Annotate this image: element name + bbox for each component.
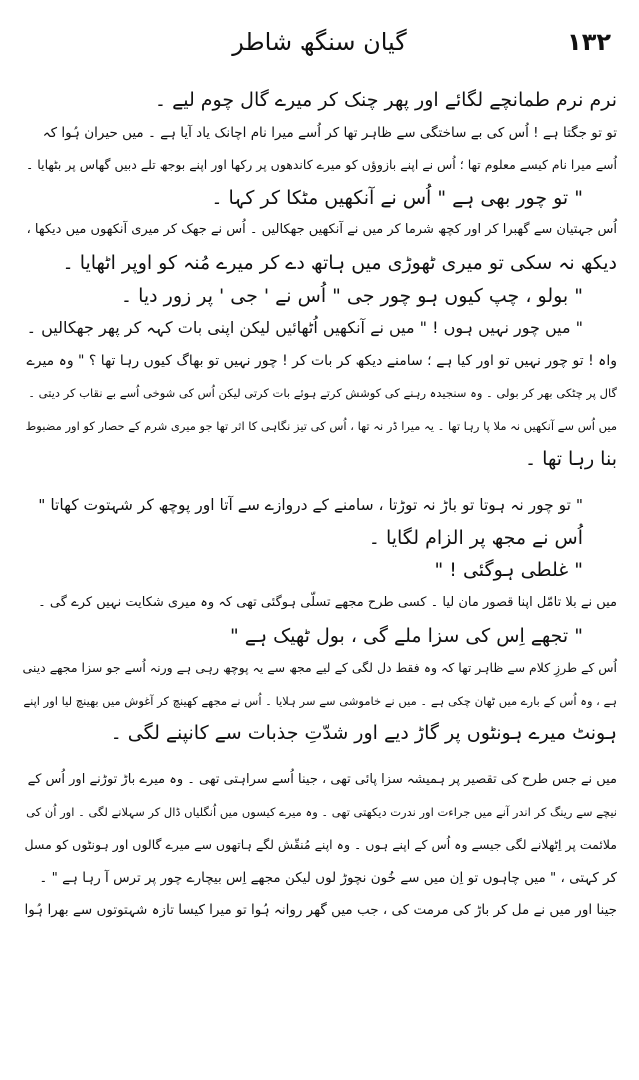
running-title: گیان سنگھ شاطر [232, 28, 407, 56]
text-line: " تو چور بھی ہے " اُس نے آنکھیں مٹکا کر کہا ۔ [211, 186, 583, 209]
text-line: " تجھے اِس کی سزا ملے گی ، بول ٹھیک ہے " [230, 624, 583, 647]
page-header [22, 28, 617, 68]
text-line: ہے ، وہ اُس کے بارے میں ٹھان چکی ہے ۔ میں نے خاموشی سے سر ہلایا ۔ اُس نے مجھے کھینچ کر آغوش میں بھینچ لیا اور اپنے [23, 693, 617, 708]
text-line: اُس کے طرزِ کلام سے ظاہر تھا کہ وہ فقط دل لگی کے لیے مجھ سے یہ پوچھ رہی ہے ورنہ اُسے جو سزا مجھے دینی [22, 660, 617, 676]
text-line: " میں چور نہیں ہوں ! " میں نے آنکھیں اُٹھائیں لیکن اپنی بات کہہ کر پھر جھکالیں ۔ [26, 318, 583, 338]
text-line: اُس نے مجھ پر الزام لگایا ۔ [368, 526, 583, 549]
text-line: گال پر چٹکی بھر کر بولی ۔ وہ سنجیدہ رہنے کی کوشش کرتے ہوئے بات کرتی لیکن اُس کی شوخی اُسے بے نقاب کر دیتی ۔ [28, 386, 617, 401]
text-line: ہونٹ میرے ہونٹوں پر گاڑ دیے اور شدّتِ جذبات سے کانپنے لگی ۔ [110, 722, 617, 745]
text-line: ملائمت پر اِٹھلانے لگی جیسے وہ اُس کے اپنے ہوں ۔ وہ اپنے مُنقّش لگے ہاتھوں سے میرے گالوں اور ہونٹوں کو مسل [24, 837, 617, 853]
text-line: اُسے میرا نام کیسے معلوم تھا ؛ اُس نے اپنے بازوؤں کو میرے کاندھوں پر رکھا اور اپنے بوجھ تلے دبیں گھاس پر بٹھایا ۔ [25, 157, 617, 173]
text-line: بنا رہا تھا ۔ [525, 447, 617, 470]
text-line: میں اُس سے آنکھیں نہ ملا پا رہا تھا ۔ یہ میرا ڈر نہ تھا ، اُس کی تیز نگاہی کا اثر تھا جو میری شرم کے حصار کو اور مضبوط [25, 418, 617, 433]
page-number: ۱۳۲ [567, 28, 611, 56]
text-line: تو تو جگتا ہے ! اُس کی بے ساختگی سے ظاہر تھا کر اُسے میرا نام اچانک یاد آیا ہے ۔ میں حیران ہُوا کہ [42, 124, 617, 141]
text-line: " بولو ، چپ کیوں ہو چور جی " اُس نے ' جی ' پر زور دیا ۔ [120, 284, 583, 307]
text-line: اُس جہتیان سے گھبرا کر اور کچھ شرما کر میں نے آنکھیں جھکالیں ۔ اُس نے جھک کر میری آنکھوں میں دیکھا ، [26, 222, 617, 238]
body-text [22, 84, 617, 927]
text-line: میں نے جس طرح کی تقصیر پر ہمیشہ سزا پائی تھی ، جینا اُسے سراہتی تھی ۔ وہ میرے باڑ توڑنے اور اُس کے [27, 771, 617, 787]
text-line: جینا اور میں نے مل کر باڑ کی مرمت کی ، جب میں گھر روانہ ہُوا تو میرا کیسا تازہ شہتوتوں سے بھرا ہُوا [24, 902, 617, 919]
text-line: واہ ! تو چور نہیں تو اور کیا ہے ؛ سامنے دیکھ کر بات کر ! چور نہیں تو بھاگ کیوں رہا تھا ؟ " وہ میرے [26, 352, 617, 369]
text-line: نیچے سے رینگ کر اندر آنے میں جراءت اور ندرت دیکھتی تھی ۔ وہ میرے کیسوں میں اُنگلیاں ڈال کر سہلانے لگی ۔ اور اُن کی [26, 805, 617, 820]
text-line: میں نے بلا تامّل اپنا قصور مان لیا ۔ کسی طرح مجھے تسلّی ہوگئی تھی کہ وہ میری شکایت نہیں کرے گی ۔ [38, 594, 617, 610]
text-line: نرم نرم طمانچے لگائے اور پھر چنک کر میرے گال چوم لیے ۔ [154, 89, 617, 111]
text-line: دیکھ نہ سکی تو میری ٹھوڑی میں ہاتھ دے کر میرے مُنہ کو اوپر اٹھایا ۔ [62, 251, 617, 274]
text-line: " غلطی ہوگئی ! " [434, 559, 583, 582]
text-line: " تو چور نہ ہوتا تو باڑ نہ توڑتا ، سامنے کے دروازے سے آتا اور پوچھ کر شہتوت کھاتا " [38, 496, 583, 515]
text-line: کر کہتی ، " میں چاہوں تو اِن میں سے خُون نچوڑ لوں لیکن مجھے اِس بیچارے چور پر ترس آ رہا ہے " ۔ [39, 869, 617, 886]
